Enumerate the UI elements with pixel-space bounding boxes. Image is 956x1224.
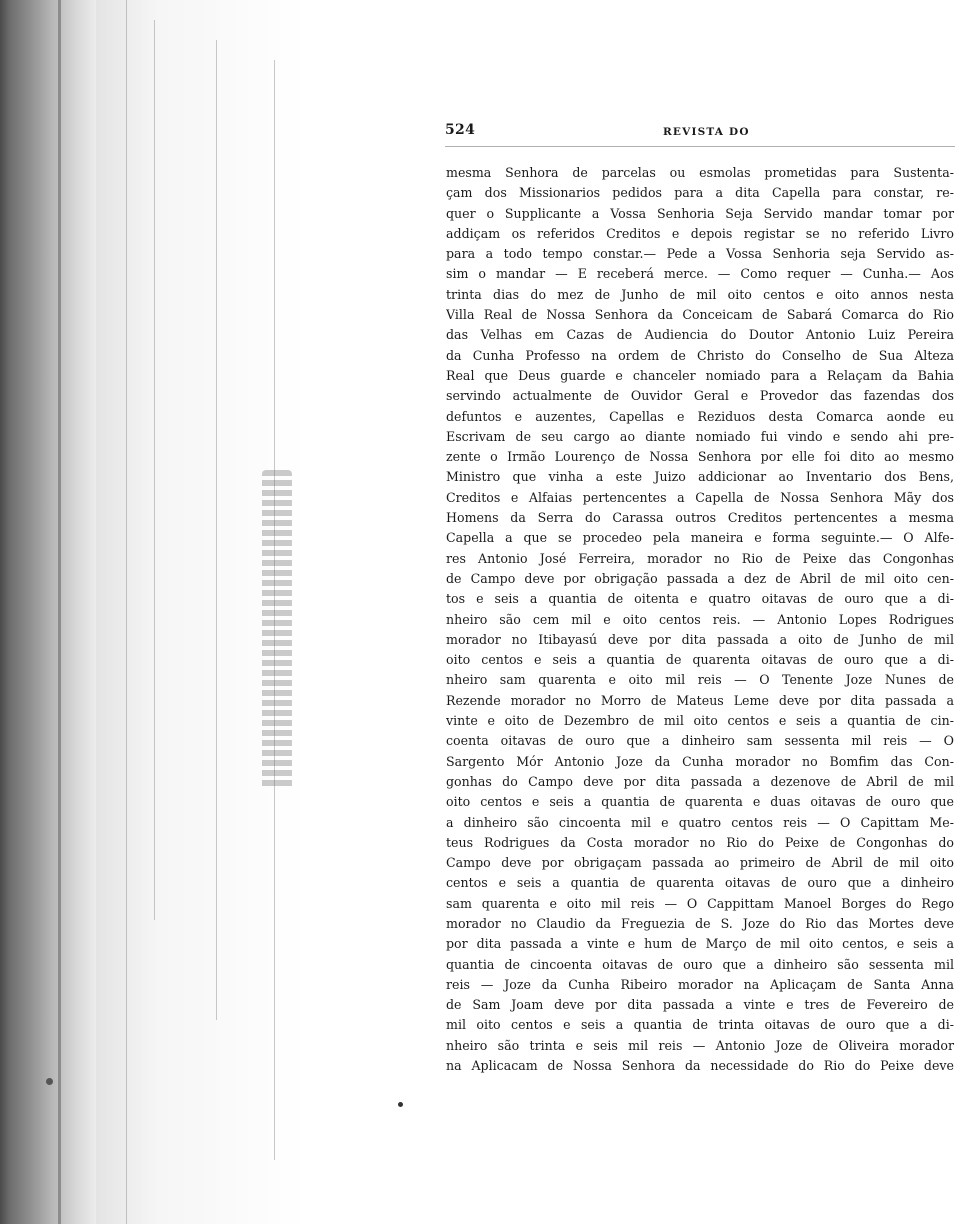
text-line: coenta oitavas de ouro que a dinheiro sam sessenta mil reis — O <box>446 733 954 749</box>
text-line: de Sam Joam deve por dita passada a vinte e tres de Fevereiro de <box>446 997 954 1013</box>
text-line: centos e seis a quantia de quarenta oitavas de ouro que a dinheiro <box>446 875 954 891</box>
text-line: teus Rodrigues da Costa morador no Rio do Peixe de Congonhas do <box>446 834 954 850</box>
text-line: tos e seis a quantia de oitenta e quatro oitavas de ouro que a di- <box>446 591 954 607</box>
book-binding-shadow <box>0 0 96 1224</box>
text-line: nheiro são trinta e seis mil reis — Antonio Joze de Oliveira morador <box>446 1037 954 1053</box>
text-line: para a todo tempo constar.— Pede a Vossa Senhoria seja Servido as- <box>446 246 954 262</box>
text-line: mil oito centos e seis a quantia de trinta oitavas de ouro que a di- <box>446 1017 954 1033</box>
text-line: quer o Supplicante a Vossa Senhoria Seja Servido mandar tomar por <box>446 205 954 221</box>
text-line: Campo deve por obrigaçam passada ao primeiro de Abril de mil oito <box>446 855 954 871</box>
text-line: Homens da Serra do Carassa outros Creditos pertencentes a mesma <box>446 510 954 526</box>
text-line: a dinheiro são cincoenta mil e quatro centos reis — O Capittam Me- <box>446 814 954 830</box>
text-line: trinta dias do mez de Junho de mil oito centos e oito annos nesta <box>446 286 954 302</box>
text-line: oito centos e seis a quantia de quarenta e duas oitavas de ouro que <box>446 794 954 810</box>
text-line: quantia de cincoenta oitavas de ouro que a dinheiro são sessenta mil <box>446 956 954 972</box>
text-line: Real que Deus guarde e chanceler nomiado para a Relaçam da Bahia <box>446 367 954 383</box>
body-text <box>446 163 954 1076</box>
text-line: nheiro sam quarenta e oito mil reis — O Tenente Joze Nunes de <box>446 672 954 688</box>
text-line: Rezende morador no Morro de Mateus Leme deve por dita passada a <box>446 692 954 708</box>
text-line: sam quarenta e oito mil reis — O Cappittam Manoel Borges do Rego <box>446 895 954 911</box>
text-line: na Aplicacam de Nossa Senhora da necessidade do Rio do Peixe deve <box>446 1058 954 1074</box>
text-line: defuntos e auzentes, Capellas e Reziduos desta Comarca aonde eu <box>446 408 954 424</box>
text-line: por dita passada a vinte e hum de Março de mil oito centos, e seis a <box>446 936 954 952</box>
text-line: res Antonio José Ferreira, morador no Rio de Peixe das Congonhas <box>446 550 954 566</box>
text-line: Villa Real de Nossa Senhora da Conceicam de Sabará Comarca do Rio <box>446 307 954 323</box>
page-header <box>445 120 955 147</box>
page-speck <box>46 1078 53 1085</box>
text-line: sim o mandar — E receberá merce. — Como requer — Cunha.— Aos <box>446 266 954 282</box>
text-line: Creditos e Alfaias pertencentes a Capella de Nossa Senhora Mãy dos <box>446 489 954 505</box>
text-line: morador no Claudio da Freguezia de S. Joze do Rio das Mortes deve <box>446 915 954 931</box>
show-through-text <box>262 470 292 790</box>
text-line: vinte e oito de Dezembro de mil oito centos e seis a quantia de cin- <box>446 713 954 729</box>
text-line: das Velhas em Cazas de Audiencia do Doutor Antonio Luiz Pereira <box>446 327 954 343</box>
text-line: nheiro são cem mil e oito centos reis. — Antonio Lopes Rodrigues <box>446 611 954 627</box>
text-line: Escrivam de seu cargo ao diante nomiado fui vindo e sendo ahi pre- <box>446 428 954 444</box>
text-line: Capella a que se procedeo pela maneira e forma seguinte.— O Alfe- <box>446 530 954 546</box>
text-line: da Cunha Professo na ordem de Christo do Conselho de Sua Alteza <box>446 347 954 363</box>
text-line: morador no Itibayasú deve por dita passada a oito de Junho de mil <box>446 631 954 647</box>
text-line: de Campo deve por obrigação passada a dez de Abril de mil oito cen- <box>446 570 954 586</box>
running-head: REVISTA DO <box>663 126 750 138</box>
text-line: Sargento Mór Antonio Joze da Cunha morador no Bomfim das Con- <box>446 753 954 769</box>
text-line: addiçam os referidos Creditos e depois registar se no referido Livro <box>446 225 954 241</box>
text-line: Ministro que vinha a este Juizo addicionar ao Inventario dos Bens, <box>446 469 954 485</box>
text-line: zente o Irmão Lourenço de Nossa Senhora por elle foi dito ao mesmo <box>446 449 954 465</box>
text-line: servindo actualmente de Ouvidor Geral e Provedor das fazendas dos <box>446 388 954 404</box>
text-line: mesma Senhora de parcelas ou esmolas prometidas para Sustenta- <box>446 165 954 180</box>
text-line: oito centos e seis a quantia de quarenta oitavas de ouro que a di- <box>446 652 954 668</box>
text-line: gonhas do Campo deve por dita passada a dezenove de Abril de mil <box>446 773 954 789</box>
page-number: 524 <box>445 122 476 138</box>
text-line: çam dos Missionarios pedidos para a dita Capella para constar, re- <box>446 185 954 201</box>
page-speck <box>398 1102 403 1107</box>
text-line: reis — Joze da Cunha Ribeiro morador na Aplicaçam de Santa Anna <box>446 976 954 992</box>
